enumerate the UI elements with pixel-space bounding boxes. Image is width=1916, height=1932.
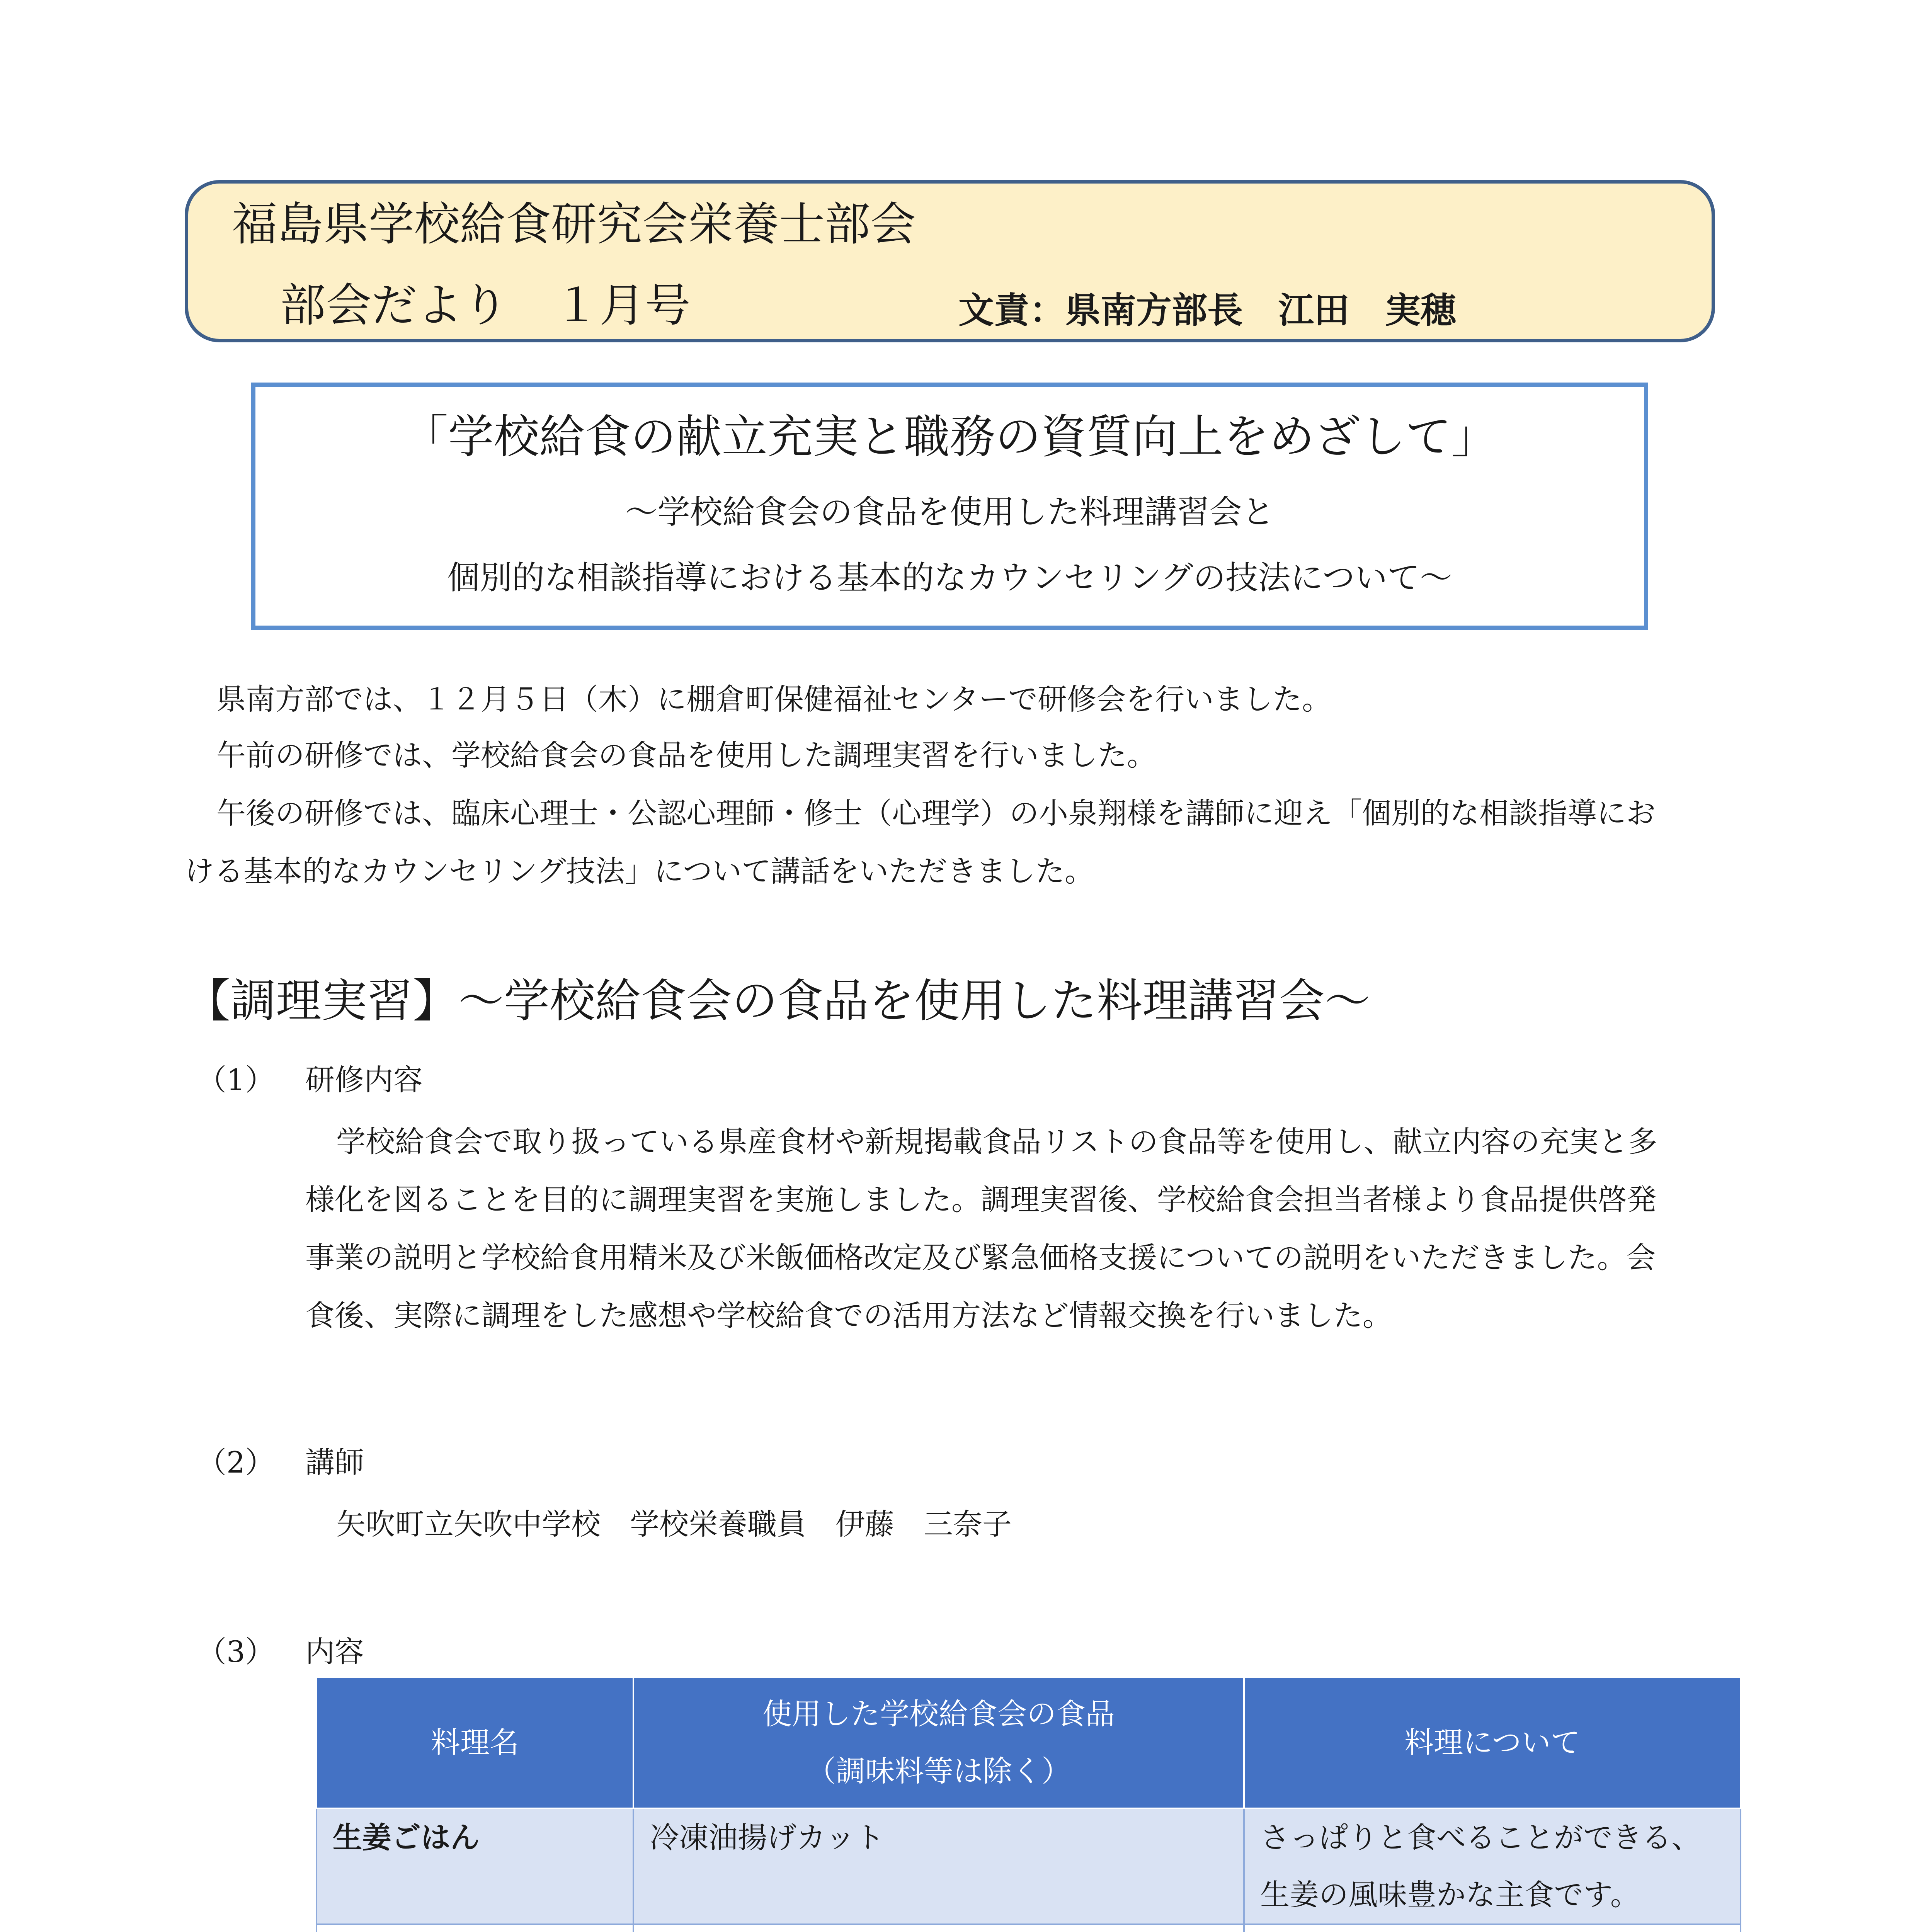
section-heading: 【調理実習】～学校給食会の食品を使用した料理講習会～: [185, 974, 1371, 1027]
subtitle-line-1: ～学校給食会の食品を使用した料理講習会と: [625, 493, 1274, 531]
about-text: 生姜の風味豊かな主食です。: [1260, 1878, 1640, 1912]
item-1-text-line: 食後、実際に調理をした感想や学校給食での活用方法など情報交換を行いました。: [305, 1298, 1392, 1333]
table-row: [316, 1924, 1741, 1932]
header-foods: [633, 1677, 1244, 1808]
foods-cell: [633, 1808, 1244, 1924]
header-about: 料理について: [1244, 1677, 1741, 1808]
menu-table: [316, 1676, 1741, 1932]
food-item: [650, 1925, 1228, 1932]
item-3-label: 内容: [305, 1634, 364, 1669]
intro-paragraph-3b: ける基本的なカウンセリング技法」について講話をいただきました。: [185, 854, 1094, 888]
about-cell: [1244, 1924, 1741, 1932]
issue-title: 部会だより １月号: [280, 279, 691, 332]
item-3-number: （3）: [197, 1634, 275, 1669]
about-text: さっぱりと食べることができる、: [1260, 1820, 1701, 1855]
subtitle-line-2: 個別的な相談指導における基本的なカウンセリングの技法について～: [447, 559, 1452, 597]
about-cell: [1244, 1808, 1741, 1924]
header-foods-line-1: 使用した学校給食会の食品: [762, 1697, 1115, 1731]
author-credit: 文責：県南方部長 江田 実穂: [958, 289, 1457, 331]
dish-cell: [316, 1808, 633, 1924]
instructor-name: 矢吹町立矢吹中学校 学校栄養職員 伊藤 三奈子: [336, 1507, 1012, 1541]
item-2-number: （2）: [197, 1445, 275, 1480]
main-title: 「学校給食の献立充実と職務の資質向上をめざして」: [402, 410, 1497, 463]
food-item: 冷凍油揚げカット: [650, 1820, 885, 1855]
table-row: [316, 1808, 1741, 1924]
about-text: [1260, 1925, 1724, 1932]
item-1-number: （1）: [197, 1063, 275, 1097]
foods-cell: [633, 1924, 1244, 1932]
item-1-label: 研修内容: [305, 1063, 423, 1097]
intro-paragraph-1: 県南方部では、１２月５日（木）に棚倉町保健福祉センターで研修会を行いました。: [216, 682, 1331, 716]
item-2-label: 講師: [305, 1445, 364, 1480]
intro-paragraph-2: 午前の研修では、学校給食会の食品を使用した調理実習を行いました。: [216, 738, 1156, 772]
item-1-text-line: 様化を図ることを目的に調理実習を実施しました。調理実習後、学校給食会担当者様より食品提供啓発: [305, 1182, 1656, 1217]
header-dish: 料理名: [316, 1677, 633, 1808]
dish-cell: [316, 1924, 633, 1932]
intro-paragraph-3a: 午後の研修では、臨床心理士・公認心理師・修士（心理学）の小泉翔様を講師に迎え「個別的な相談指導にお: [216, 796, 1656, 830]
table-header-row: [316, 1677, 1741, 1808]
item-1-text-line: 事業の説明と学校給食用精米及び米飯価格改定及び緊急価格支援についての説明をいただきました。会: [305, 1240, 1656, 1275]
item-1-text-line: 学校給食会で取り扱っている県産食材や新規掲載食品リストの食品等を使用し、献立内容の充実と多: [336, 1124, 1657, 1159]
dish-name: [333, 1925, 617, 1932]
header-foods-line-2: （調味料等は除く）: [807, 1754, 1071, 1788]
org-name: 福島県学校給食研究会栄養士部会: [232, 197, 916, 251]
dish-name: 生姜ごはん: [333, 1820, 480, 1855]
